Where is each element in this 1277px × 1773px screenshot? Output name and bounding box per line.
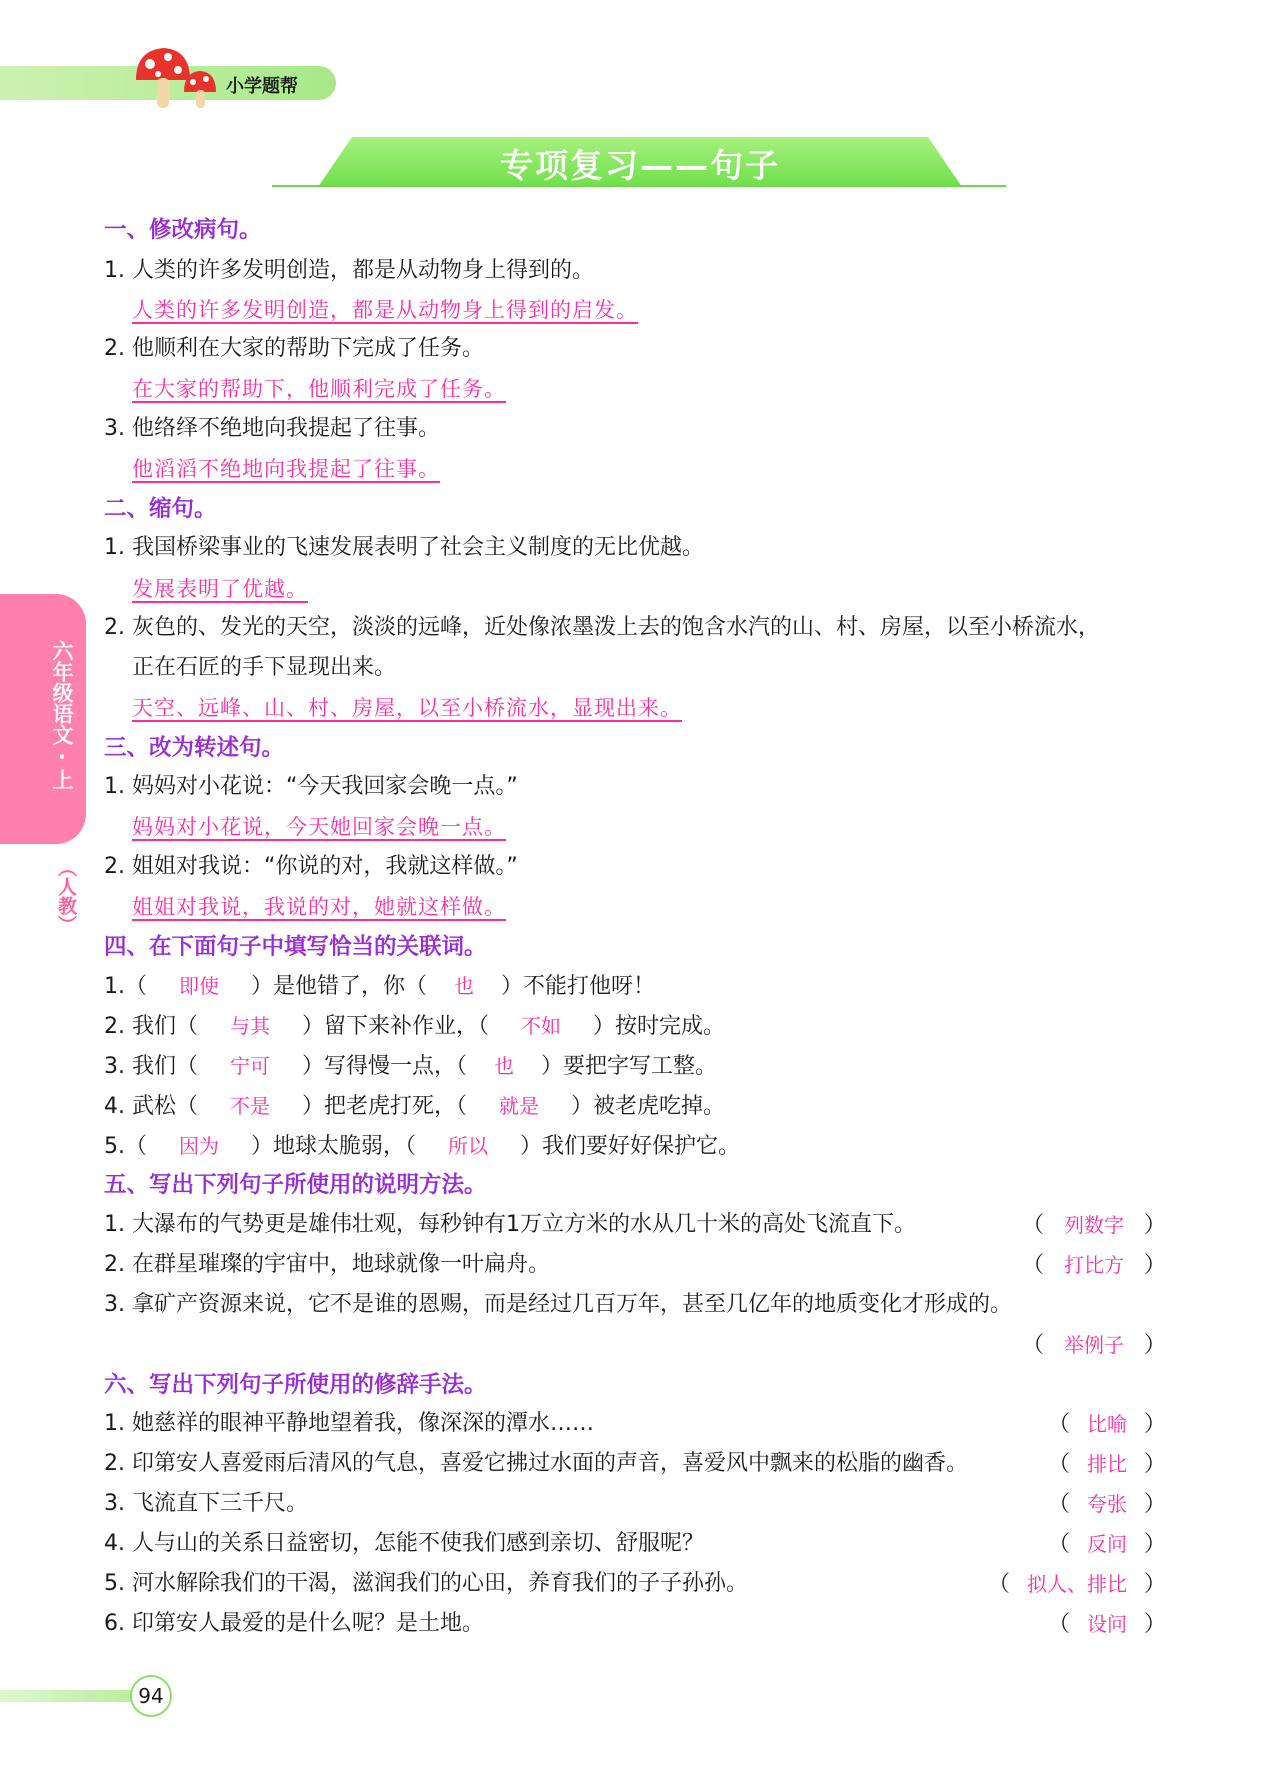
- fill-text: ）我们要好好保护它。: [520, 1134, 741, 1159]
- section-heading: 五、写出下列句子所使用的说明方法。: [104, 1172, 487, 1198]
- fill-item: [104, 1048, 717, 1084]
- answer: 他滔滔不绝地向我提起了往事。: [132, 457, 440, 481]
- question: 3. 他络绎不绝地向我提起了往事。: [104, 416, 440, 441]
- answer: 排比: [1086, 1452, 1127, 1476]
- question: 3. 飞流直下三千尺。: [104, 1491, 308, 1516]
- fill-answer: 也: [454, 974, 475, 998]
- answer: 拟人、排比: [1026, 1572, 1127, 1596]
- answer-brackets: （ 比喻 ）: [1036, 1406, 1166, 1442]
- fill-text: ）是他错了，你（: [251, 974, 428, 999]
- fill-text: ）不能打他呀！: [501, 974, 656, 999]
- fill-text: 3. 我们（: [104, 1054, 198, 1079]
- fill-answer: 不是: [229, 1094, 270, 1118]
- answer: 设问: [1086, 1612, 1127, 1636]
- question: 2. 在群星璀璨的宇宙中，地球就像一叶扁舟。: [104, 1252, 550, 1277]
- fill-answer: 所以: [448, 1134, 489, 1158]
- question: 1. 妈妈对小花说：“今天我回家会晚一点。”: [104, 774, 518, 799]
- answer: 打比方: [1063, 1253, 1124, 1277]
- question: 1. 大瀑布的气势更是雄伟壮观，每秒钟有1万立方米的水从几十米的高处飞流直下。: [104, 1212, 916, 1237]
- answer: 比喻: [1086, 1412, 1127, 1436]
- fill-item: [104, 1008, 725, 1044]
- question: 6. 印第安人最爱的是什么呢？是土地。: [104, 1611, 484, 1636]
- fill-text: ）留下来补作业，（: [301, 1014, 489, 1039]
- answer: 妈妈对小花说，今天她回家会晚一点。: [132, 815, 506, 839]
- answer-brackets: （ 排比 ）: [1036, 1446, 1166, 1482]
- answer-brackets: （ 拟人、排比 ）: [976, 1566, 1166, 1602]
- section-heading: 四、在下面句子中填写恰当的关联词。: [104, 934, 487, 960]
- question: 1. 我国桥梁事业的飞速发展表明了社会主义制度的无比优越。: [104, 535, 704, 560]
- fill-answer: 宁可: [229, 1054, 270, 1078]
- section-heading: 三、改为转述句。: [104, 735, 285, 761]
- fill-text: 4. 武松（: [104, 1094, 198, 1119]
- fill-text: ）要把字写工整。: [541, 1054, 718, 1079]
- answer-brackets: （ 举例子 ）: [1010, 1327, 1166, 1363]
- mushroom-logo-icon: [128, 44, 224, 114]
- answer: 反问: [1086, 1532, 1127, 1556]
- answer: 发展表明了优越。: [132, 577, 308, 601]
- answer: 姐姐对我说，我说的对，她就这样做。: [132, 895, 506, 919]
- section-heading: 六、写出下列句子所使用的修辞手法。: [104, 1372, 487, 1398]
- question: 4. 人与山的关系日益密切，怎能不使我们感到亲切、舒服呢？: [104, 1531, 704, 1556]
- answer-brackets: （ 反问 ）: [1036, 1526, 1166, 1562]
- question: 2. 印第安人喜爱雨后清风的气息，喜爱它拂过水面的声音，喜爱风中飘来的松脂的幽香。: [104, 1451, 968, 1476]
- section-heading: 二、缩句。: [104, 496, 217, 522]
- fill-text: ）地球太脆弱，（: [251, 1134, 417, 1159]
- answer: 人类的许多发明创造，都是从动物身上得到的启发。: [132, 298, 638, 322]
- answer-brackets: （ 列数字 ）: [1010, 1207, 1166, 1243]
- answer: 天空、远峰、山、村、房屋，以至小桥流水，显现出来。: [132, 696, 682, 720]
- fill-item: [104, 968, 655, 1004]
- fill-item: [104, 1128, 740, 1164]
- fill-answer: 即使: [179, 974, 219, 998]
- fill-answer: 因为: [179, 1134, 219, 1158]
- fill-item: [104, 1088, 725, 1124]
- page-bar: [0, 1690, 150, 1702]
- fill-text: ）按时完成。: [593, 1014, 726, 1039]
- question: 1. 人类的许多发明创造，都是从动物身上得到的。: [104, 258, 594, 283]
- fill-answer: 与其: [229, 1014, 270, 1038]
- fill-text: 1.（: [104, 974, 147, 999]
- question: 5. 河水解除我们的干渴，滋润我们的心田，养育我们的子子孙孙。: [104, 1571, 748, 1596]
- question: 2. 灰色的、发光的天空，淡淡的远峰，近处像浓墨泼上去的饱含水汽的山、村、房屋，以至小桥流水，: [104, 615, 1100, 640]
- question: 3. 拿矿产资源来说，它不是谁的恩赐，而是经过几百万年，甚至几亿年的地质变化才形成的。: [104, 1292, 1012, 1317]
- fill-text: ）被老虎吃掉。: [571, 1094, 726, 1119]
- fill-answer: 就是: [499, 1094, 539, 1118]
- question: 2. 姐姐对我说：“你说的对，我就这样做。”: [104, 854, 518, 879]
- fill-text: 2. 我们（: [104, 1014, 198, 1039]
- answer-brackets: （ 打比方 ）: [1010, 1247, 1166, 1283]
- answer: 在大家的帮助下，他顺利完成了任务。: [132, 377, 506, 401]
- fill-answer: 也: [494, 1054, 514, 1078]
- fill-text: ）写得慢一点，（: [301, 1054, 467, 1079]
- fill-answer: 不如: [521, 1014, 561, 1038]
- fill-text: ）把老虎打死，（: [301, 1094, 467, 1119]
- question: 1. 她慈祥的眼神平静地望着我，像深深的潭水……: [104, 1411, 594, 1436]
- edition-label: （人教）: [55, 858, 77, 934]
- grade-label: 六年级语文·上: [50, 640, 74, 790]
- section-heading: 一、修改病句。: [104, 217, 262, 243]
- question: 2. 他顺利在大家的帮助下完成了任务。: [104, 336, 484, 361]
- fill-text: 5.（: [104, 1134, 147, 1159]
- answer-brackets: （ 夸张 ）: [1036, 1486, 1166, 1522]
- question-continued: 正在石匠的手下显现出来。: [132, 655, 397, 680]
- page-title: 专项复习——句子: [500, 146, 780, 185]
- answer: 举例子: [1063, 1333, 1124, 1357]
- page-number: 94: [130, 1675, 172, 1717]
- answer: 夸张: [1086, 1492, 1127, 1516]
- brand-label: 小学题帮: [226, 76, 298, 97]
- answer: 列数字: [1063, 1213, 1124, 1237]
- answer-brackets: （ 设问 ）: [1036, 1606, 1166, 1642]
